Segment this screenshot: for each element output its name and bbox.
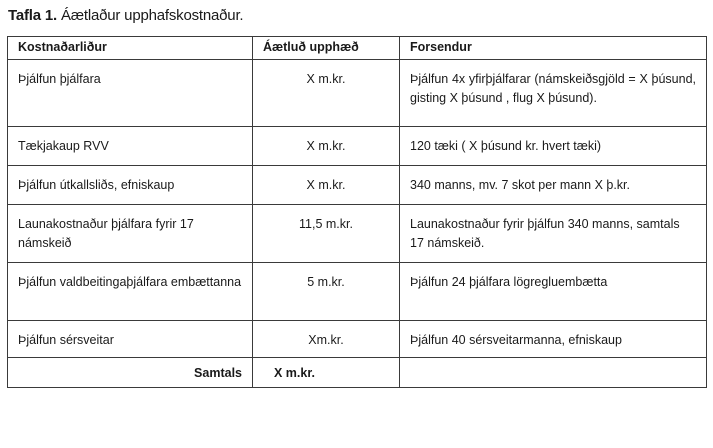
total-basis-empty bbox=[400, 358, 707, 388]
cell-basis: Launakostnaður fyrir þjálfun 340 manns, samtals 17 námskeið. bbox=[400, 205, 707, 263]
cell-amount: 11,5 m.kr. bbox=[253, 205, 400, 263]
table-row bbox=[8, 60, 707, 127]
total-amount: X m.kr. bbox=[253, 358, 400, 388]
table-row bbox=[8, 263, 707, 321]
table-header-row bbox=[8, 37, 707, 60]
table-row bbox=[8, 127, 707, 166]
cell-cost-item: Þjálfun útkallsliðs, efniskaup bbox=[8, 166, 253, 205]
cost-table bbox=[7, 36, 707, 388]
cell-amount: Xm.kr. bbox=[253, 321, 400, 358]
cell-amount: X m.kr. bbox=[253, 127, 400, 166]
table-row bbox=[8, 166, 707, 205]
table-caption bbox=[8, 7, 243, 24]
table-row bbox=[8, 205, 707, 263]
cell-cost-item: Tækjakaup RVV bbox=[8, 127, 253, 166]
total-label: Samtals bbox=[8, 358, 253, 388]
header-cost-item: Kostnaðarliður bbox=[8, 37, 253, 60]
cell-amount: X m.kr. bbox=[253, 166, 400, 205]
cell-cost-item: Þjálfun sérsveitar bbox=[8, 321, 253, 358]
cell-amount: 5 m.kr. bbox=[253, 263, 400, 321]
table-caption-title: Áætlaður upphafskostnaður. bbox=[60, 7, 244, 24]
header-estimated-amount: Áætluð upphæð bbox=[253, 37, 400, 60]
table-caption-label: Tafla 1. bbox=[8, 7, 57, 24]
cell-cost-item: Launakostnaður þjálfara fyrir 17 námskeið bbox=[8, 205, 253, 263]
cell-basis: Þjálfun 4x yfirþjálfarar (námskeiðsgjöld = X þúsund, gisting X þúsund , flug X þúsund). bbox=[400, 60, 707, 127]
table-row bbox=[8, 321, 707, 358]
cell-amount: X m.kr. bbox=[253, 60, 400, 127]
cell-cost-item: Þjálfun þjálfara bbox=[8, 60, 253, 127]
table-total-row bbox=[8, 358, 707, 388]
cell-cost-item: Þjálfun valdbeitingaþjálfara embættanna bbox=[8, 263, 253, 321]
cell-basis: Þjálfun 24 þjálfara lögregluembætta bbox=[400, 263, 707, 321]
cell-basis: 120 tæki ( X þúsund kr. hvert tæki) bbox=[400, 127, 707, 166]
cell-basis: 340 manns, mv. 7 skot per mann X þ.kr. bbox=[400, 166, 707, 205]
cell-basis: Þjálfun 40 sérsveitarmanna, efniskaup bbox=[400, 321, 707, 358]
header-basis: Forsendur bbox=[400, 37, 707, 60]
